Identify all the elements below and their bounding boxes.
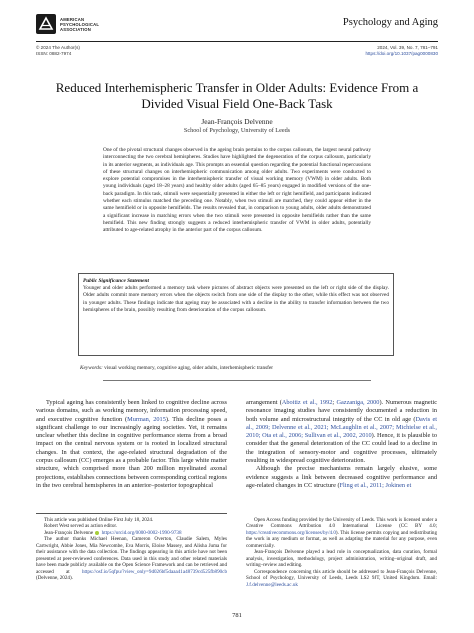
body-column-left xyxy=(36,399,227,490)
citation-link[interactable]: Aboitiz et al., 1992 xyxy=(281,399,333,406)
body-paragraph: Typical ageing has consistently been linked to cognitive decline across various domains, such as working memory, information processing speed, and executive cognitive function (Murman, 2015). This decline poses a significant challenge to our increasingly ageing societies. Yet, it remains unclear whether this decline in cognitive performance stems from a broad impact on the central nervous system or is rooted in localized structural changes. In that context, the age-related structural degradation of the corpus callosum (CC) emerges as a probable factor. This large white matter structure, which comprised more than 200 million myelinated axonal projections, establishes connections between corresponding cortical regions in the two cerebral hemispheres in an anterior–posterior topographical xyxy=(36,399,227,489)
footnote-acknowledgments: The author thanks Michael Heenan, Cameron Overton, Claudie Salem, Myles Cartwright, Abbie Jones, Mia Newcombe, Eva Morris, Eloise Massey, and Alisha Juma for their assistance with the data collection. The findings appearing in this article have not been presented at peer-reviewed conferences. Data used in this study and other related materials have been made publicly available on the Open Science Framework and can be retrieved and accessed at https://osf.io/5qfpu/?view_only=9d026bf5daaa41a48739cd525fb890cb (Delvenne, 2024). xyxy=(36,536,227,582)
footnote-published: This article was published Online First July 18, 2024. xyxy=(44,517,154,523)
apa-logo-icon xyxy=(36,14,56,34)
body-paragraph: arrangement (Aboitiz et al., 1992; Gazzaniga, 2000). Numerous magnetic resonance imaging studies have consistently documented a reduction in both volume and microstructural integrity of the CC in old age (Davis et al., 2009; Delvenne et al., 2021; McLaughlin et al., 2007; Michielse et al., 2010; Ota et al., 2006; Sullivan et al., 2002, 2010). Hence, it is plausible to consider that the general deterioration of the CC could lead to a decline in the integration of sensory-motor and cognitive processes, ultimately resulting in widespread cognitive deterioration. xyxy=(246,399,437,465)
osf-link[interactable]: https://osf.io/5qfpu/?view_only=9d026bf5daaa41a48739cd525fb890cb xyxy=(81,568,227,575)
keywords-text: visual working memory, cognitive aging, older adults, interhemispheric transfer xyxy=(104,365,274,371)
logo-text: AMERICAN PSYCHOLOGICAL ASSOCIATION xyxy=(60,17,100,32)
citation-link[interactable]: Murman, 2015 xyxy=(127,415,166,423)
journal-name: Psychology and Aging xyxy=(342,17,438,28)
body-column-right xyxy=(246,399,437,490)
license-link[interactable]: https://creativecommons.org/licenses/by/4.0 xyxy=(246,529,336,536)
public-significance-box xyxy=(78,273,394,356)
orcid-link[interactable]: https://orcid.org/0000-0002-1990-9738 xyxy=(101,529,182,536)
email-link[interactable]: J.f.delvenne@leeds.ac.uk xyxy=(246,581,298,588)
citation-link[interactable]: Davis et al., 2009; Delvenne et al., 2021; McLaughlin et al., 2007; Michielse et al., 2010; Ota et al., 2006; Sullivan et al., 2002, 2010 xyxy=(246,415,437,440)
citation-link[interactable]: Gazzaniga, 2000 xyxy=(336,399,380,406)
public-significance-text: Younger and older adults performed a memory task where pictures of abstract objects were presented on the left or right side of the display. Older adults commit more memory errors when the objects switch from one side of the display to the other, while this effect was not observed in younger adults. These findings indicate that ageing may be associated with a decline in the ability to transfer information between the two hemispheres of the brain, possibly resulting from deterioration of the corpus callosum. xyxy=(83,285,389,313)
volume-meta xyxy=(365,45,438,57)
header-divider xyxy=(36,41,438,42)
body-paragraph: Although the precise mechanisms remain largely elusive, some evidence suggests a link between decreased cognitive performance and age-related changes in CC structure (Fling et al., 2011; Jokinen et xyxy=(246,465,437,489)
author-affiliation: School of Psychology, University of Leeds xyxy=(183,127,291,134)
footnote-correspondence: Correspondence concerning this article should be addressed to Jean-François Delvenne, School of Psychology, University of Leeds, Leeds LS2 9JT, United Kingdom. Email: J.f.delvenne@leeds.ac.uk xyxy=(246,568,437,588)
copyright-meta xyxy=(36,45,80,57)
footnote-contributions: Jean-François Delvenne played a lead role in conceptualization, data curation, formal analysis, investigation, methodology, project administration, writing–original draft, and writing–review and editing. xyxy=(246,549,437,569)
doi-link[interactable]: https://doi.org/10.1037/pag0000830 xyxy=(365,51,438,56)
article-title: Reduced Interhemispheric Transfer in Older Adults: Evidence From a Divided Visual Field One-Back Task xyxy=(55,80,419,111)
keywords xyxy=(80,365,396,371)
footnote-editor: Robert West served as action editor. xyxy=(44,523,118,530)
public-significance-title: Public Significance Statement xyxy=(83,278,149,284)
copyright: © 2024 The Author(s) xyxy=(36,45,80,50)
issn: ISSN: 0882-7974 xyxy=(36,51,72,56)
keywords-label: Keywords: xyxy=(80,365,103,371)
volume-info: 2024, Vol. 39, No. 7, 781–791 xyxy=(377,45,438,50)
footnotes-right xyxy=(246,517,437,588)
page-number: 781 xyxy=(232,612,242,619)
author-name: Jean-François Delvenne xyxy=(201,117,273,126)
footnote-divider xyxy=(36,513,227,514)
abstract: One of the pivotal structural changes observed in the ageing brain pertains to the corpus callosum, the largest neural pathway interconnecting the two cerebral hemispheres. Studies have highlighted the degeneration of the corpus callosum, particularly in its anterior segments, as individuals age. This prompts an essential question regarding the potential functional repercussions of these structural changes on interhemispheric communication among older adults. Two experiments were conducted to explore potential compromises in the interhemispheric transfer of visual working memory (VWM) in older adults. Both young individuals (aged 18–28 years) and healthy older adults (aged 65–85 years) engaged in modified versions of the one-back paradigm. In this task, stimuli were sequentially presented in either the left or right hemifield, and participants indicated whether each stimulus matched the preceding one. Notably, when two stimuli are matched, they could appear either in the same hemifield or in opposite hemifields. The results revealed that, in comparison to young adults, older adults demonstrated a significant increase in matching errors when the two stimuli were presented in opposite hemifields rather than the same hemifield. This new finding strongly suggests a reduced interhemispheric transfer of VWM in older adults, potentially attributed to age-related atrophy in the anterior part of the corpus callosum. xyxy=(103,147,371,234)
citation-link[interactable]: Fling et al., 2011; Jokinen et xyxy=(339,481,412,489)
footnote-orcid: Jean-François Delvenne https://orcid.org/0000-0002-1990-9738 xyxy=(44,529,182,536)
footnotes-left xyxy=(36,517,227,582)
footnote-license: Open Access funding provided by the University of Leeds. This work is licensed under a Creative Commons Attribution 4.0 International License (CC BY 4.0; https://creativecommons.org/licenses/by/4.0). This license permits copying and redistributing the work in any medium or format, as well as adapting the material for any purpose, even commercially. xyxy=(246,517,437,549)
orcid-icon xyxy=(95,531,99,535)
apa-logo xyxy=(36,14,171,36)
keywords-divider xyxy=(103,380,371,381)
